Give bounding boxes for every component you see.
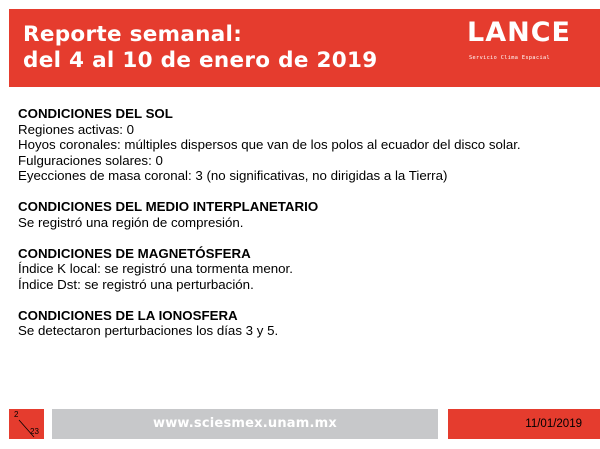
logo-subtitle: Servicio Clima Espacial: [469, 55, 551, 61]
section-medio-interplanetario: [18, 199, 588, 230]
section-line: Regiones activas: 0: [18, 121, 135, 137]
section-ionosfera: [18, 308, 588, 339]
title-line-1: Reporte semanal:: [23, 22, 243, 47]
footer-date-box: [448, 409, 600, 439]
section-line: Índice K local: se registró una tormenta menor.: [18, 261, 293, 276]
section-sol: [18, 106, 588, 184]
section-heading: CONDICIONES DEL SOL: [18, 106, 173, 121]
section-line: Índice Dst: se registró una perturbación.: [18, 276, 254, 292]
footer-date: 11/01/2019: [525, 418, 582, 430]
logo-wordmark: LANCE: [467, 17, 571, 48]
section-magnetosfera: [18, 246, 588, 293]
footer-url-bar: [52, 409, 438, 439]
page-counter: [9, 409, 44, 439]
title-line-2: del 4 al 10 de enero de 2019: [23, 48, 378, 73]
page-total: 23: [30, 427, 39, 436]
page-title: [23, 22, 378, 74]
section-heading: CONDICIONES DE MAGNETÓSFERA: [18, 245, 251, 261]
header-banner: [9, 9, 600, 87]
section-heading: CONDICIONES DE LA IONOSFERA: [18, 307, 238, 323]
lance-logo: [467, 16, 582, 74]
section-line: Eyecciones de masa coronal: 3 (no significativas, no dirigidas a la Tierra): [18, 168, 448, 183]
section-line: Fulguraciones solares: 0: [18, 152, 163, 168]
page-current: 2: [14, 410, 19, 419]
section-line: Se detectaron perturbaciones los días 3 y 5.: [18, 323, 279, 338]
section-line: Se registró una región de compresión.: [18, 214, 244, 230]
section-line: Hoyos coronales: múltiples dispersos que van de los polos al ecuador del disco solar.: [18, 137, 521, 152]
report-content: [18, 106, 588, 354]
section-heading: CONDICIONES DEL MEDIO INTERPLANETARIO: [18, 199, 319, 214]
footer-url[interactable]: www.sciesmex.unam.mx: [153, 416, 337, 431]
